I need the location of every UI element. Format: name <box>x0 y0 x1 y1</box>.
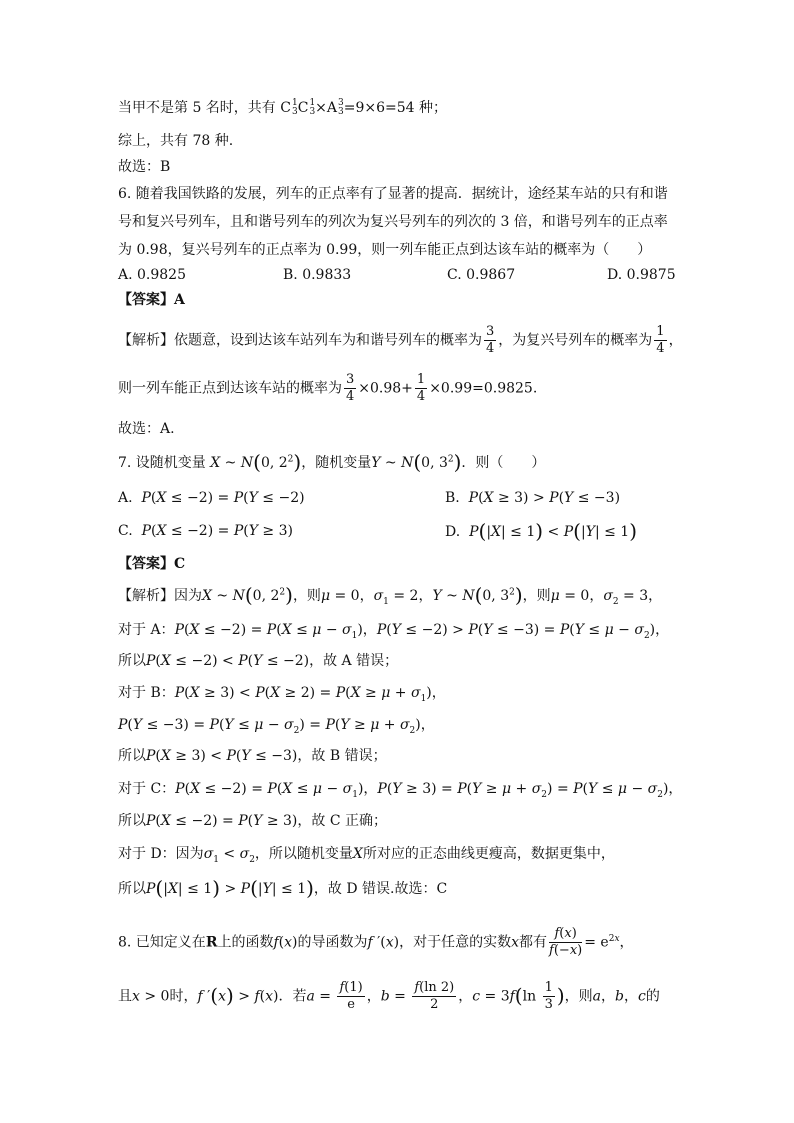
text: 时， <box>169 988 198 1005</box>
text-line: 当甲不是第 5 名时，共有 C1 3C1 3×A3 3=9×6=54 种； <box>118 98 448 117</box>
explanation-7-line: 对于 C：$P(X \le -2) = P(X \le \mu - \sigma_1)$，$P(Y \ge 3) = P(Y \ge \mu + \sigma_2) = P(Y \le \mu - \sigma_2)$， <box>118 781 683 800</box>
text: 的 <box>645 988 660 1005</box>
text: 当甲不是第 5 名时，共有 <box>118 100 276 116</box>
question-7-line: 7. 设随机变量 X ~ N(0, $2^2$)，随机变量Y ~ N(0, $3^2$)．则（ ） <box>118 450 546 474</box>
text: C. <box>118 523 133 539</box>
option-a: A. 0.9825 <box>118 267 186 283</box>
formula: =9×6=54 <box>343 100 415 116</box>
explanation-7-line: 对于 A：$P(X \le -2) = P(X \le \mu - \sigma_1)$，$P(Y \le -2) > P(Y \le -3) = P(Y \le \mu - \sigma_2)$， <box>118 622 670 641</box>
text: ．则（ ） <box>461 455 546 471</box>
explanation-7-line: 所以P(|X| ≤ 1) > P(|Y| ≤ 1)，故 D 错误.故选：C <box>118 876 448 900</box>
text-line: 故选：A. <box>118 421 175 437</box>
text: 所以 <box>118 881 146 897</box>
text: ，则 <box>564 988 593 1005</box>
explanation-7-line: 所以P(X ≤ −2) = P(Y ≥ 3)，故 C 正确； <box>118 813 387 829</box>
text: A. <box>118 490 133 506</box>
explanation-6-line: 则一列车能正点到达该车站的概率为 $\frac{3}{4}$ ×0.98+ $\frac{1}{4}$ ×0.99=0.9825. <box>118 372 538 404</box>
explanation-7-line: 所以P(X ≤ −2) < P(Y ≤ −2)，故 A 错误； <box>118 653 399 669</box>
text: ，则 <box>522 588 551 604</box>
text: ， <box>648 588 663 604</box>
text: 所对应的正态曲线更瘦高，数据更集中， <box>362 846 615 862</box>
text: 【解析】依题意，设到达该车站列车为和谐号列车的概率为 <box>118 332 482 349</box>
text: ， <box>359 588 374 604</box>
text: 所以 <box>118 653 146 669</box>
text-line: 故选：B <box>118 159 171 175</box>
text: ，故 D 错误.故选：C <box>313 881 448 897</box>
answer-7: 【答案】C <box>118 556 186 572</box>
option-c: C. P(X ≤ −2) = P(Y ≥ 3) <box>118 523 293 539</box>
question-6-line: 号和复兴号列车，且和谐号列车的列次为复兴号列车的列次的 3 倍，和谐号列车的正点率 <box>118 214 668 230</box>
option-c: C. 0.9867 <box>447 267 516 283</box>
text: 对于 C： <box>118 781 176 797</box>
question-8-line: 且x > 0时，f ′(x) > f(x)．若a = $\frac{f(1)}{e}$ ，b = $\frac{f(\ln 2)}{2}$ ，c = 3f(ln $\frac{1}{3}$ )，则a，b，c的 <box>118 980 660 1012</box>
option-d: D. 0.9875 <box>607 267 676 283</box>
explanation-7-line: $P(Y \le -3) = P(Y \le \mu - \sigma_2) = P(Y \ge \mu + \sigma_2)$， <box>118 717 435 736</box>
text: ，为复兴号列车的概率为 <box>498 332 653 349</box>
text-line: 综上，共有 78 种. <box>118 133 234 149</box>
option-d: D. P(|X| ≤ 1) < P(|Y| ≤ 1) <box>445 519 638 543</box>
text: 7. 设随机变量 <box>118 455 206 471</box>
text: ，故 B 错误； <box>297 748 387 764</box>
text: 的导函数为 <box>297 934 368 951</box>
text: ， <box>418 588 433 604</box>
explanation-6-line: 【解析】依题意，设到达该车站列车为和谐号列车的概率为 $\frac{3}{4}$ ，为复兴号列车的概率为 $\frac{1}{4}$ ， <box>118 324 683 356</box>
text: ．若 <box>278 988 307 1005</box>
explanation-7-line: 对于 B：$P(X \ge 3) < P(X \ge 2) = P(X \ge \mu + \sigma_1)$， <box>118 685 446 704</box>
text: ，故 C 正确； <box>297 813 387 829</box>
explanation-7-line: 所以P(X ≥ 3) < P(Y ≤ −3)，故 B 错误； <box>118 748 387 764</box>
text: 种； <box>419 100 448 116</box>
question-8-line: 8. 已知定义在R上的函数f(x)的导函数为f ′(x)，对于任意的实数x都有 $\frac{f(x)}{f(-x)}$ = $e^{2x}$， <box>118 926 634 958</box>
text: ， <box>589 588 604 604</box>
text: 对于 A： <box>118 622 175 638</box>
question-6-line: 6. 随着我国铁路的发展，列车的正点率有了显著的提高．据统计，途经某车站的只有和谐 <box>118 186 668 202</box>
answer-6: 【答案】A <box>118 292 185 308</box>
text: 对于 B： <box>118 685 175 701</box>
text: 对于 D：因为 <box>118 846 204 862</box>
text: 上的函数 <box>217 934 274 951</box>
text: 且 <box>118 988 132 1005</box>
formula: ×0.98+ <box>358 380 413 397</box>
option-b: B. P(X ≥ 3) > P(Y ≤ −3) <box>445 490 621 506</box>
text: 【解析】因为 <box>118 588 202 604</box>
text: ，对于任意的实数 <box>399 934 512 951</box>
text: B. <box>445 490 460 506</box>
explanation-7-line: 对于 D：因为$\sigma_1 < \sigma_2$，所以随机变量X所对应的正态曲线更瘦高，数据更集中， <box>118 846 615 865</box>
text: ，则 <box>292 588 321 604</box>
formula: ×0.99=0.9825. <box>429 380 538 397</box>
text: 都有 <box>519 934 548 951</box>
option-a: A. P(X ≤ −2) = P(Y ≤ −2) <box>118 490 305 506</box>
text: D. <box>445 524 461 540</box>
text: 所以 <box>118 813 146 829</box>
question-6-line: 为 0.98，复兴号列车的正点率为 0.99，则一列车能正点到达该车站的概率为（ ） <box>118 242 652 258</box>
text: ， <box>366 988 381 1005</box>
text: 8. 已知定义在 <box>118 934 206 951</box>
explanation-7-line: 【解析】因为X ~ N(0, $2^2$)，则μ = 0，$\sigma_1 = 2$，Y ~ N(0, $3^2$)，则μ = 0，$\sigma_2 = 3$， <box>118 583 663 607</box>
text: ，故 A 错误； <box>309 653 399 669</box>
text: 所以 <box>118 748 146 764</box>
option-b: B. 0.9833 <box>283 267 352 283</box>
text: ，随机变量 <box>301 455 372 471</box>
text: 则一列车能正点到达该车站的概率为 <box>118 380 342 397</box>
text: ，所以随机变量 <box>254 846 353 862</box>
text: ， <box>458 988 473 1005</box>
